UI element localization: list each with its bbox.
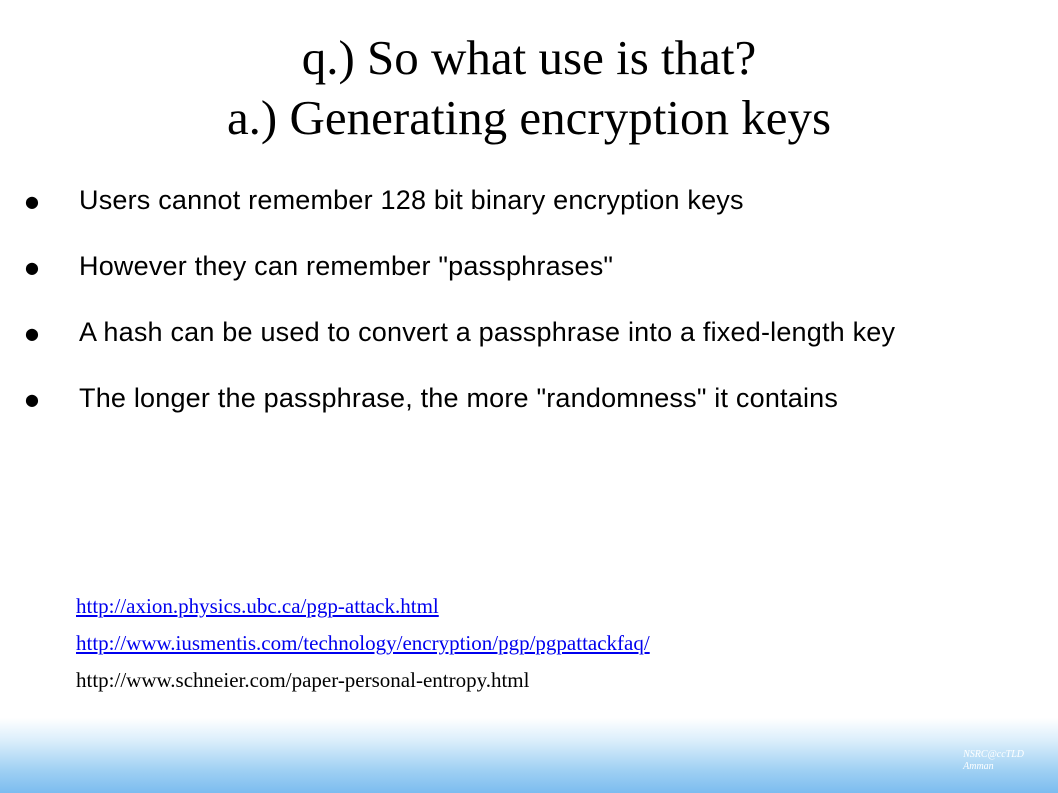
footer-band <box>0 718 1058 793</box>
reference-link-pgp-attack-faq[interactable]: http://www.iusmentis.com/technology/encryption/pgp/pgpattackfaq/ <box>76 631 650 655</box>
bullet-text: However they can remember "passphrases" <box>79 251 614 281</box>
bullet-item <box>0 378 1058 418</box>
bullet-item <box>0 312 1058 352</box>
bullet-dot-icon: ● <box>25 324 39 343</box>
footer-org: NSRC@ccTLD <box>963 749 1024 760</box>
reference-text-personal-entropy: http://www.schneier.com/paper-personal-entropy.html <box>76 668 530 692</box>
reference-links <box>76 588 650 699</box>
bullet-item <box>0 180 1058 220</box>
bullet-text: A hash can be used to convert a passphrase into a fixed-length key <box>79 317 896 347</box>
footer-location: Amman <box>963 761 994 772</box>
footer-credit <box>963 749 1024 773</box>
reference-link-pgp-attack[interactable]: http://axion.physics.ubc.ca/pgp-attack.html <box>76 594 439 618</box>
slide-title <box>0 28 1058 148</box>
bullet-dot-icon: ● <box>25 258 39 277</box>
title-answer: a.) Generating encryption keys <box>226 90 832 145</box>
bullet-text: The longer the passphrase, the more "randomness" it contains <box>79 383 839 413</box>
bullet-item <box>0 246 1058 286</box>
bullet-text: Users cannot remember 128 bit binary encryption keys <box>79 185 744 215</box>
bullet-dot-icon: ● <box>25 192 39 211</box>
bullet-dot-icon: ● <box>25 390 39 409</box>
title-question: q.) So what use is that? <box>301 30 757 85</box>
